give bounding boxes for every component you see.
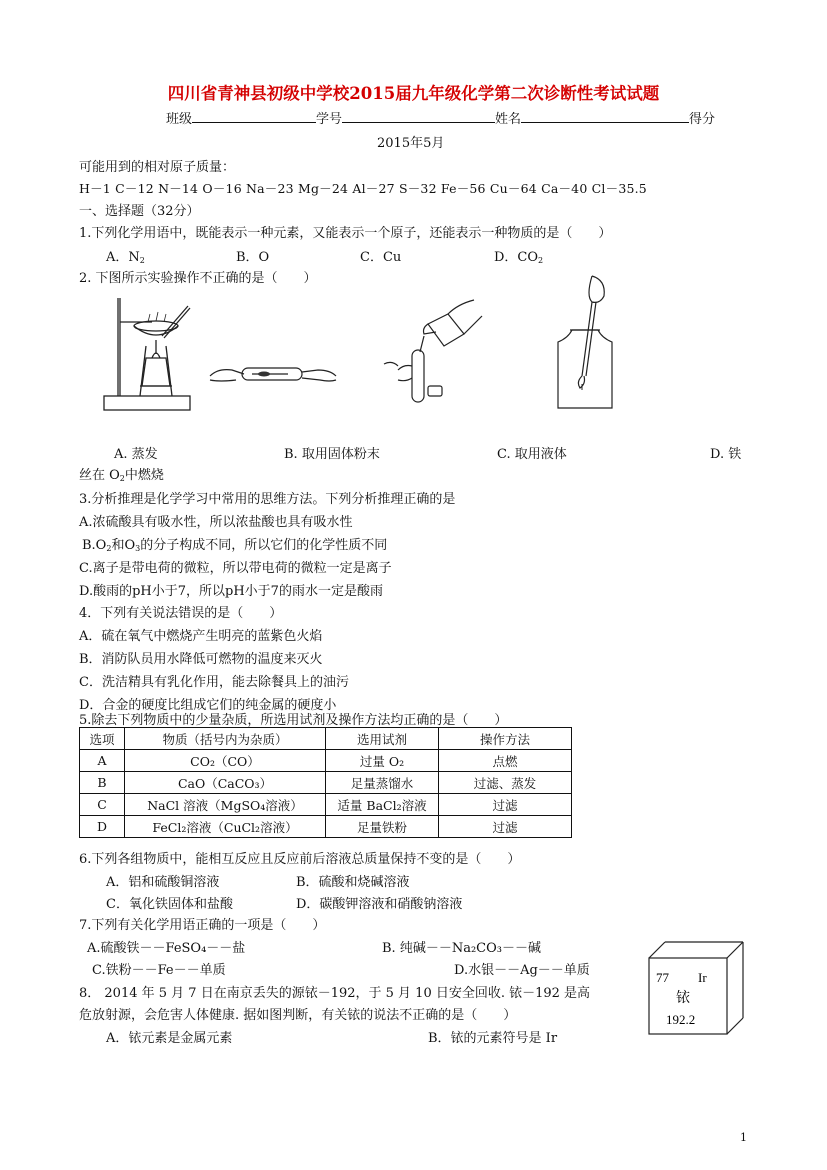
q7-option-a: A.硫酸铁－－FeSO₄－－盐 <box>87 941 246 956</box>
q2-option-d-cont: 丝在 $O_2$中燃烧 <box>79 468 164 483</box>
pouring-liquid-figure <box>378 294 488 414</box>
atomic-number: 77 <box>656 970 669 985</box>
student-info-line: 班级 学号 姓名 得分 <box>166 112 716 127</box>
q1-option-d: D．$CO_2$ <box>494 250 544 265</box>
element-symbol: Ir <box>698 970 707 985</box>
element-name: 铱 <box>676 990 690 1006</box>
q4-option-b: B．消防队员用水降低可燃物的温度来灭火 <box>79 652 323 667</box>
page-title: 四川省青神县初级中学校2015届九年级化学第二次诊断性考试试题 <box>167 84 660 103</box>
q1-option-a: A．$N_2$ <box>106 250 145 265</box>
q3-option-b: $B.O_2$和$O_3$的分子构成不同，所以它们的化学性质不同 <box>82 538 388 553</box>
q1-stem: 1.下列化学用语中，既能表示一种元素，又能表示一个原子，还能表示一种物质的是（ ） <box>79 226 612 241</box>
table-row: A CO₂（CO） 过量 O₂ 点燃 <box>80 750 572 772</box>
table-header: 物质（括号内为杂质） <box>125 728 326 750</box>
q7-option-b: B. 纯碱－－Na₂CO₃－－碱 <box>382 941 541 956</box>
table-row: B CaO（CaCO₃） 足量蒸馏水 过滤、蒸发 <box>80 772 572 794</box>
q4-stem: 4．下列有关说法错误的是（ ） <box>79 606 283 621</box>
page-number: 1 <box>740 1131 747 1144</box>
table-row: D FeCl₂溶液（CuCl₂溶液） 足量铁粉 过滤 <box>80 816 572 838</box>
name-blank[interactable] <box>521 110 689 123</box>
iron-wire-combustion-figure <box>552 272 620 412</box>
q4-option-d: D．合金的硬度比组成它们的纯金属的硬度小 <box>79 698 337 713</box>
solid-powder-figure <box>202 352 340 392</box>
q6-stem: 6.下列各组物质中，能相互反应且反应前后溶液总质量保持不变的是（ ） <box>79 852 521 867</box>
q7-stem: 7.下列有关化学用语正确的一项是（ ） <box>79 918 326 933</box>
section-choice: 一、选择题（32分） <box>79 204 200 219</box>
q3-option-a: A.浓硫酸具有吸水性，所以浓盐酸也具有吸水性 <box>79 515 353 530</box>
q8-option-a: A．铱元素是金属元素 <box>106 1031 233 1046</box>
table-header: 选用试剂 <box>326 728 439 750</box>
evaporation-figure <box>100 292 192 414</box>
q7-option-c: C.铁粉－－Fe－－单质 <box>92 963 226 978</box>
class-blank[interactable] <box>192 110 316 123</box>
q2-option-c: C. 取用液体 <box>497 447 567 462</box>
q3-option-c: C.离子是带电荷的微粒，所以带电荷的微粒一定是离子 <box>79 561 392 576</box>
q7-option-d: D.水银－－Ag－－单质 <box>454 963 590 978</box>
q4-option-a: A．硫在氧气中燃烧产生明亮的蓝紫色火焰 <box>79 629 323 644</box>
q2-option-b: B. 取用固体粉末 <box>284 447 380 462</box>
q1-option-c: C．Cu <box>360 250 402 265</box>
q2-stem: 2. 下图所示实验操作不正确的是（ ） <box>79 271 317 286</box>
table-header: 选项 <box>80 728 125 750</box>
atomic-mass-label: 可能用到的相对原子质量： <box>79 160 236 175</box>
exam-date: 2015年5月 <box>377 136 445 151</box>
q6-option-d: D．碳酸钾溶液和硝酸钠溶液 <box>296 897 463 912</box>
q8-stem-line2: 危放射源，会危害人体健康. 据如图判断，有关铱的说法不正确的是（ ） <box>79 1008 517 1023</box>
q8-stem-line1: 8． 2014 年 5 月 7 日在南京丢失的源铱－192，于 5 月 10 日安全回收. 铱－192 是高 <box>79 986 591 1001</box>
table-header: 操作方法 <box>439 728 572 750</box>
q2-option-a: A. 蒸发 <box>114 447 158 462</box>
q3-stem: 3.分析推理是化学学习中常用的思维方法。下列分析推理正确的是 <box>79 492 456 507</box>
q4-option-c: C．洗洁精具有乳化作用，能去除餐具上的油污 <box>79 675 349 690</box>
q8-option-b: B．铱的元素符号是 Ir <box>428 1031 558 1046</box>
q3-option-d: D.酸雨的pH小于7，所以pH小于7的雨水一定是酸雨 <box>79 584 383 599</box>
impurity-table <box>79 727 572 838</box>
q2-option-d: D. 铁 <box>710 447 742 462</box>
q6-option-a: A．铝和硫酸铜溶液 <box>106 875 220 890</box>
atomic-mass-list: H－1 C－12 N－14 O－16 Na－23 Mg－24 Al－27 S－32 Fe－56 Cu－64 Ca－40 Cl－35.5 <box>79 181 647 196</box>
q6-option-c: C．氧化铁固体和盐酸 <box>106 897 233 912</box>
table-row: C NaCl 溶液（MgSO₄溶液） 适量 BaCl₂溶液 过滤 <box>80 794 572 816</box>
atomic-mass: 192.2 <box>666 1012 696 1027</box>
q1-option-b: B．O <box>236 250 270 265</box>
iridium-element-card <box>648 940 745 1036</box>
table-header-row <box>80 728 572 750</box>
id-blank[interactable] <box>342 110 495 123</box>
q5-stem: 5.除去下列物质中的少量杂质，所选用试剂及操作方法均正确的是（ ） <box>79 713 508 728</box>
q6-option-b: B．硫酸和烧碱溶液 <box>296 875 410 890</box>
